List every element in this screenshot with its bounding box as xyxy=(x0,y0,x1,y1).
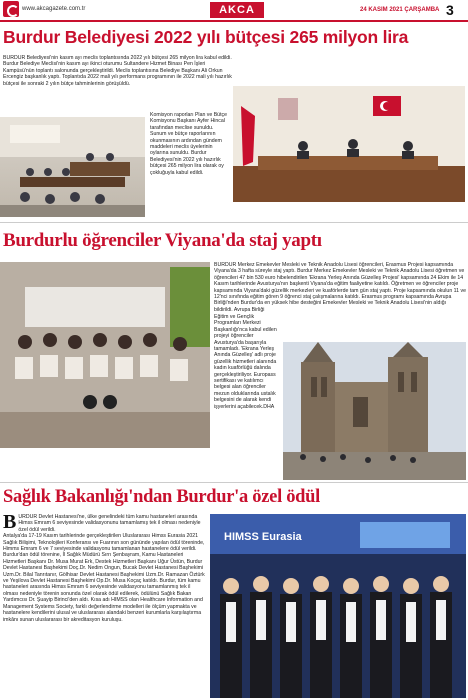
article3-lead: URDUR Devlet Hastanesi'ne, ülke genelindeki tüm kamu hastaneleri arasında Himss Emram 6 seviyesinde validasyonunu tamamlamış tek il olması nedeniyle özel ödül verildi. xyxy=(18,514,201,533)
issue-date: 24 KASIM 2021 ÇARŞAMBA xyxy=(360,7,440,13)
vienna-church-illustration xyxy=(283,342,466,480)
article1-side-text: Komisyon raporları Plan ve Bütçe Komisyonu Başkanı Ayfer Hincal tarafından meclise sunuldu. Sunum ve bütçe raporlarının okunmasının ardından gündem maddeleri meclis üyelerinin oylarına sunuldu. Burdur Belediyesi'nin 2022 yılı hazırlık bütçesi 265 milyon lira olarak oy çokluğuyla kabul edildi. xyxy=(150,112,227,176)
award-ceremony-illustration xyxy=(210,514,466,698)
article2-headline: Burdurlu öğrenciler Viyana'da staj yaptı xyxy=(3,230,322,251)
article3-body: Antalya'da 17-19 Kasım tarihlerinde gerçekleştirilen Uluslararası Himss Eurasia 2021 Sağlık Bilişimi, Teknolojileri Konferansı ve Fuarının son gününde yapılan ödül töreninde, Himms Emram 6 ve 7 seviyesinde validasyonu tamamlanan hastanelere ödül verildi. Burdur'dan ödül törenine, İl Sağlık Müdürü Sırrı Şenbayram, Kamu Hastaneleri Hizmetleri Başkanı Dr. Musa Murat Erk, Destek Hizmetleri Başkanı Uğur Üstün, Burdur Devlet Hastanesi Başhekimi Doç.Dr. Nedim Ongun, Bucak Devlet Hastanesi Başhekimi Uzm.Dr. Bilal Tanrıtanır, Gölhisar Devlet Hastanesi Başhekimi Uzm.Dr. Ramazan Öztürk ve Yeşilova Devlet Hastanesi Başhekimi Op.Dr. Musa Koçaç katıldı. Burdur, tüm kamu hastaneleri arasında Himss Emram 6 seviyesinde validasyonu tamamlanmış tek il olması nedeniyle törenin sonunda özel olarak ödül edilerek, ödülünü Sağlık Bakan Yardımcısı Dr. Şuayip Birinci'den aldı. Kısa adı HIMSS olan Healthcare Information and Management Systems Society, farklı değerlendirme modelleri ile ölçüm yapmakta ve hastanelere kendilerini ulusal ve uluslararası alandaki benzeri kurumlarla karşılaştırma imkânı sunan uluslararası bir akreditasyon kuruluşu. xyxy=(3,533,205,623)
council-stage-photo xyxy=(233,86,465,202)
award-ceremony-photo xyxy=(210,514,466,698)
newspaper-logo-icon xyxy=(3,1,19,17)
article2-body: BURDUR Merkez Emekevler Mesleki ve Teknik Anadolu Lisesi öğrencileri, Erasmus Projesi kapsamında Viyana'da 3 hafta süreyle staj yaptı. Burdur Merkez Emekevler Mesleki ve Teknik Anadolu Lisesi öğretmen ve öğrencileri 47 bin 530 euro hibelendirilen 'Ekrana Yerleş Anında Güzelleş Projesi' kapsamında 24 Ekim ile 14 Kasım tarihlerinde Avusturya'nın başkenti Viyana'da eğitim faaliyetine katıldı. Öğretmen ve öğrenciler proje kapsamında Viyana'daki güzellik merkezleri ve kuaförlerde tam gün staj yaptı. Proje kapsamında okulun 11 ve 12'nci sınıfında eğitim gören 9 öğrenci staj çalışmalarına katıldı. Erasmus programı kapsamında Avrupa Birliği'nden Burdur'da en yüksek hibe desteğini Emekevler Mesleki ve Teknik Anadolu Lisesi'nin aldığı bildirildi. Avrupa Birliği xyxy=(214,262,466,313)
council-hall-illustration xyxy=(0,117,145,217)
masthead: AKCA xyxy=(210,2,264,18)
section-divider xyxy=(0,482,468,483)
page-number: 3 xyxy=(446,2,454,18)
himss-banner-text: HIMSS Eurasia xyxy=(224,531,302,543)
section-divider xyxy=(0,222,468,223)
article3-text xyxy=(3,511,205,623)
article2-side-text: Eğitim ve Gençlik Programları Merkezi Başkanlığı'nca kabul edilen projeyi öğrenciler Avusturya'da başarıyla tamamladı. 'Ekrana Yerleş Anında Güzelleş' adlı proje güzellik hizmetleri alanında kadın kuaförlüğü dalında gerçekleştiriliyor. Europass sertifikası ve katılımcı belgesi alan öğrenciler mezun olduklarında ustalık belgesini de alarak kendi işyerlerini açabilecek.DHA xyxy=(214,314,277,410)
article1-headline: Burdur Belediyesi 2022 yılı bütçesi 265 milyon lira xyxy=(3,27,409,47)
page-header xyxy=(0,0,468,22)
students-group-illustration xyxy=(0,262,210,448)
article1-intro: BURDUR Belediyesi'nin kasım ayı meclis toplantısında 2022 yılı bütçesi 265 milyon lira kabul edildi. Burdur Belediye Meclisi'nin kasım ayı ikinci oturumu Sultandere Hizmet Binası Pen İşleri Kampüsü'nün toplantı salonunda gerçekleştirildi. Meclis toplantısına Belediye Başkanı Ali Orkun Ercengiz başkanlık yaptı. Toplantıda 2022 mali yılı performans programının ile 2022 mali yılı hazırlık bütçesi ile sonraki 2 yılın bütçe tahminlerinin görüşüldü. xyxy=(3,55,232,87)
council-hall-photo xyxy=(0,117,145,217)
council-stage-illustration xyxy=(233,86,465,202)
site-url: www.akcagazete.com.tr xyxy=(22,6,86,12)
article3-headline: Sağlık Bakanlığı'ndan Burdur'a özel ödül xyxy=(3,487,320,507)
vienna-church-photo xyxy=(283,342,466,480)
students-group-photo xyxy=(0,262,210,448)
article3-dropcap: B xyxy=(3,511,17,533)
